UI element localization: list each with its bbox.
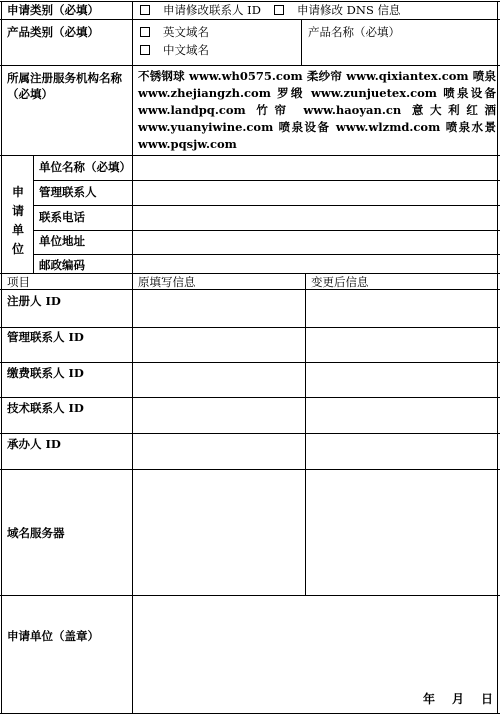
english-domain-label: 英文域名 (163, 25, 209, 39)
table-rule (0, 397, 500, 398)
registrar-name-text: 不锈钢球 www.wh0575.com 柔纱帘 www.qixiantex.com 喷泉 www.zhejiangzh.com 罗缎 www.zunjuetex.com 喷泉设备 www.landpq.com 竹帘 www.haoyan.cn 意大利红酒 www.yuanyiwine.com 喷泉设备 www.wlzmd.com 喷泉水景 www.pqsjw.com (138, 69, 496, 151)
column-header-original: 原填写信息 (138, 275, 196, 289)
phone-label: 联系电话 (39, 210, 85, 224)
table-rule (0, 469, 500, 470)
admin-contact-id-label: 管理联系人 ID (7, 330, 84, 344)
date-year-label: 年 (423, 692, 436, 706)
table-rule (0, 65, 500, 66)
apply-contact-id-checkbox[interactable] (140, 5, 150, 15)
handler-id-original-field[interactable] (134, 435, 304, 468)
postcode-label: 邮政编码 (39, 258, 85, 272)
admin-contact-id-changed-field[interactable] (307, 329, 496, 361)
address-label: 单位地址 (39, 234, 85, 248)
table-rule (0, 595, 500, 596)
table-rule (33, 254, 500, 255)
table-rule (0, 289, 500, 290)
name-server-original-field[interactable] (134, 471, 304, 594)
admin-contact-label: 管理联系人 (39, 185, 97, 199)
apply-dns-checkbox[interactable] (274, 5, 284, 15)
table-rule (132, 1, 133, 155)
unit-name-label: 单位名称（必填） (39, 160, 131, 174)
apply-contact-id-label: 申请修改联系人 ID (163, 3, 261, 17)
address-field[interactable] (134, 232, 496, 253)
product-name-field[interactable] (302, 40, 496, 64)
tech-contact-id-changed-field[interactable] (307, 399, 496, 432)
admin-contact-id-original-field[interactable] (134, 329, 304, 361)
product-name-label: 产品名称（必填） (308, 25, 400, 39)
registrant-id-original-field[interactable] (134, 291, 304, 326)
table-rule (33, 180, 500, 181)
apply-dns-label: 申请修改 DNS 信息 (297, 3, 401, 17)
table-rule (497, 1, 498, 713)
phone-field[interactable] (134, 207, 496, 229)
registrar-label-line1: 所属注册服务机构名称 (7, 71, 122, 85)
applicant-side-char: 申 (11, 185, 24, 199)
billing-contact-id-label: 缴费联系人 ID (7, 366, 84, 380)
date-day-label: 日 (481, 692, 494, 706)
applicant-side-label (8, 183, 28, 259)
apply-type-label: 申请类别（必填） (7, 3, 99, 17)
billing-contact-id-original-field[interactable] (134, 364, 304, 396)
billing-contact-id-changed-field[interactable] (307, 364, 496, 396)
handler-id-changed-field[interactable] (307, 435, 496, 468)
table-rule (0, 362, 500, 363)
applicant-side-char: 位 (11, 242, 24, 256)
registrant-id-label: 注册人 ID (7, 294, 61, 308)
table-rule (0, 327, 500, 328)
admin-contact-field[interactable] (134, 182, 496, 204)
date-month-label: 月 (452, 692, 465, 706)
table-rule (0, 273, 500, 274)
column-header-item: 项目 (7, 275, 30, 289)
applicant-side-char: 单 (11, 223, 24, 237)
table-rule (0, 19, 500, 20)
chinese-domain-checkbox[interactable] (140, 45, 150, 55)
product-type-label: 产品类别（必填） (7, 25, 99, 39)
registrant-id-changed-field[interactable] (307, 291, 496, 326)
table-rule (0, 155, 500, 156)
seal-label: 申请单位（盖章） (7, 629, 99, 643)
name-server-changed-field[interactable] (307, 471, 496, 594)
table-rule (1, 1, 2, 713)
applicant-side-char: 请 (11, 204, 24, 218)
column-header-changed: 变更后信息 (311, 275, 369, 289)
unit-name-field[interactable] (134, 157, 496, 179)
registrar-label-line2: （必填） (7, 87, 53, 101)
english-domain-checkbox[interactable] (140, 27, 150, 37)
tech-contact-id-label: 技术联系人 ID (7, 401, 84, 415)
table-rule (305, 273, 306, 595)
name-server-label: 域名服务器 (7, 526, 65, 540)
chinese-domain-label: 中文域名 (163, 43, 209, 57)
table-rule (0, 1, 500, 2)
table-rule (33, 230, 500, 231)
table-rule (0, 713, 500, 714)
postcode-field[interactable] (134, 256, 496, 272)
seal-area[interactable] (134, 597, 496, 685)
table-rule (132, 155, 133, 273)
handler-id-label: 承办人 ID (7, 437, 61, 451)
table-rule (33, 155, 34, 273)
tech-contact-id-original-field[interactable] (134, 399, 304, 432)
table-rule (132, 273, 133, 713)
table-rule (0, 433, 500, 434)
table-rule (33, 205, 500, 206)
